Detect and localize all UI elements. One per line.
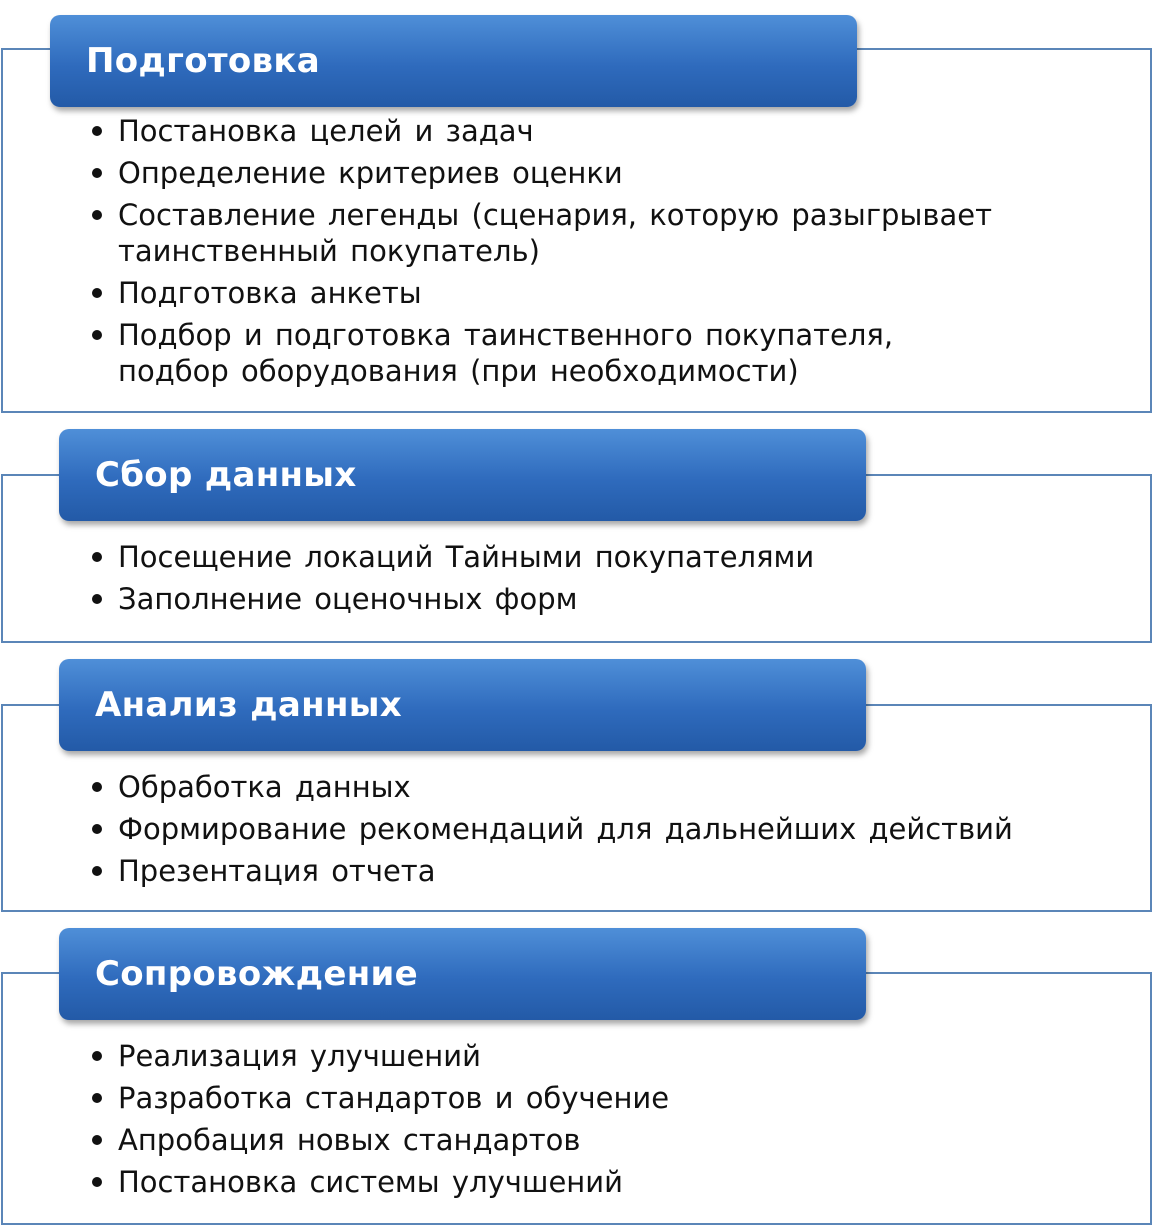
section-list-support [90, 1038, 1090, 1206]
list-item: Определение критериев оценки [90, 155, 1010, 191]
bullet-icon [92, 1177, 102, 1187]
bullet-icon [92, 330, 102, 340]
list-item: Постановка системы улучшений [90, 1164, 1090, 1200]
list-item: Составление легенды (сценария, которую разыгрывает таинственный покупатель) [90, 197, 1010, 269]
section-list-data-collection [90, 539, 1090, 623]
section-title: Анализ данных [95, 685, 403, 725]
section-title: Сопровождение [95, 954, 418, 994]
bullet-icon [92, 866, 102, 876]
bullet-icon [92, 782, 102, 792]
list-item: Подбор и подготовка таинственного покупателя, подбор оборудования (при необходимости) [90, 317, 1010, 389]
list-item: Посещение локаций Тайными покупателями [90, 539, 1090, 575]
section-header-support [59, 928, 866, 1020]
bullet-icon [92, 824, 102, 834]
list-item: Заполнение оценочных форм [90, 581, 1090, 617]
section-list-preparation [90, 113, 1010, 395]
section-header-data-collection [59, 429, 866, 521]
section-header-data-analysis [59, 659, 866, 751]
list-item: Подготовка анкеты [90, 275, 1010, 311]
section-title: Подготовка [86, 41, 320, 81]
bullet-icon [92, 126, 102, 136]
bullet-icon [92, 288, 102, 298]
bullet-icon [92, 1093, 102, 1103]
list-item: Разработка стандартов и обучение [90, 1080, 1090, 1116]
bullet-icon [92, 210, 102, 220]
list-item: Презентация отчета [90, 853, 1130, 889]
section-list-data-analysis [90, 769, 1130, 895]
bullet-icon [92, 168, 102, 178]
list-item: Реализация улучшений [90, 1038, 1090, 1074]
bullet-icon [92, 594, 102, 604]
bullet-icon [92, 1135, 102, 1145]
list-item: Постановка целей и задач [90, 113, 1010, 149]
section-header-preparation [50, 15, 857, 107]
list-item: Формирование рекомендаций для дальнейших действий [90, 811, 1130, 847]
list-item: Обработка данных [90, 769, 1130, 805]
section-title: Сбор данных [95, 455, 357, 495]
bullet-icon [92, 1051, 102, 1061]
list-item: Апробация новых стандартов [90, 1122, 1090, 1158]
bullet-icon [92, 552, 102, 562]
